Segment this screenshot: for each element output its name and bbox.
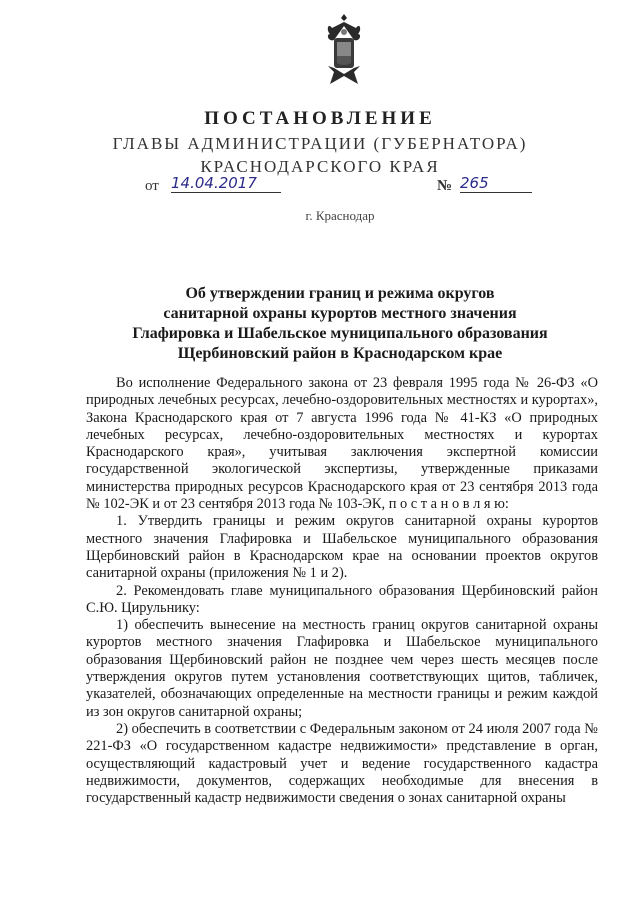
paragraph-subitem-1: 1) обеспечить вынесение на местность границ округов санитарной охраны курортов местного значения Глафировка и Шабельское муниципального образования Щербиновский район не позднее чем через шесть месяцев после утверждения округов путем установления соответствующих щитов, табличек, указателей, обозначающих определенные на местности границы и режим каждой из зон округов санитарной охраны; [86, 617, 598, 720]
paragraph-preamble: Во исполнение Федерального закона от 23 февраля 1995 года № 26-ФЗ «О природных лечебных ресурсах, лечебно-оздоровительных местностях и курортах», Закона Краснодарского края от 7 августа 1996 года № 41-КЗ «О природных лечебных ресурсах, лечебно-оздоровительных местностях и курортах Краснодарского края», учитывая заключения экспертной комиссии государственной экологической экспертизы, утвержденные приказами министерства природных ресурсов Краснодарского края от 23 сентября 2013 года № 102-ЭК и от 23 сентября 2013 года № 103-ЭК, п о с т а н о в л я ю: [86, 375, 598, 513]
issuer-heading: ГЛАВЫ АДМИНИСТРАЦИИ (ГУБЕРНАТОРА) [112, 134, 528, 153]
date-value: 14.04.2017 [171, 174, 281, 193]
title-line: Глафировка и Шабельское муниципального образования [132, 325, 548, 342]
document-title [0, 284, 640, 364]
document-type-heading: ПОСТАНОВЛЕНИЕ [204, 108, 436, 129]
date-label: от [145, 178, 159, 194]
region-heading: КРАСНОДАРСКОГО КРАЯ [200, 157, 440, 176]
document-body [86, 375, 598, 807]
title-line: Щербиновский район в Краснодарском крае [177, 345, 503, 362]
number-label: № [437, 178, 453, 194]
paragraph-item-2: 2. Рекомендовать главе муниципального образования Щербиновский район С.Ю. Цирульнику: [86, 582, 598, 616]
title-line: Об утверждении границ и режима округов [185, 285, 495, 302]
coat-of-arms-emblem [322, 12, 366, 88]
paragraph-item-1: 1. Утвердить границы и режим округов санитарной охраны курортов местного значения Глафировка и Шабельское муниципального образования Щербиновский район в Краснодарском крае на основании проектов округов санитарной охраны (приложения № 1 и 2). [86, 513, 598, 582]
city-label: г. Краснодар [305, 208, 375, 223]
title-line: санитарной охраны курортов местного значения [163, 305, 517, 322]
paragraph-subitem-2: 2) обеспечить в соответствии с Федеральным законом от 24 июля 2007 года № 221-ФЗ «О государственном кадастре недвижимости» представление в орган, осуществляющий кадастровый учет и ведение государственного кадастра недвижимости, документов, содержащих необходимые для внесения в государственный кадастр недвижимости сведения о зонах санитарной охраны [86, 720, 598, 807]
number-value: 265 [460, 174, 532, 193]
